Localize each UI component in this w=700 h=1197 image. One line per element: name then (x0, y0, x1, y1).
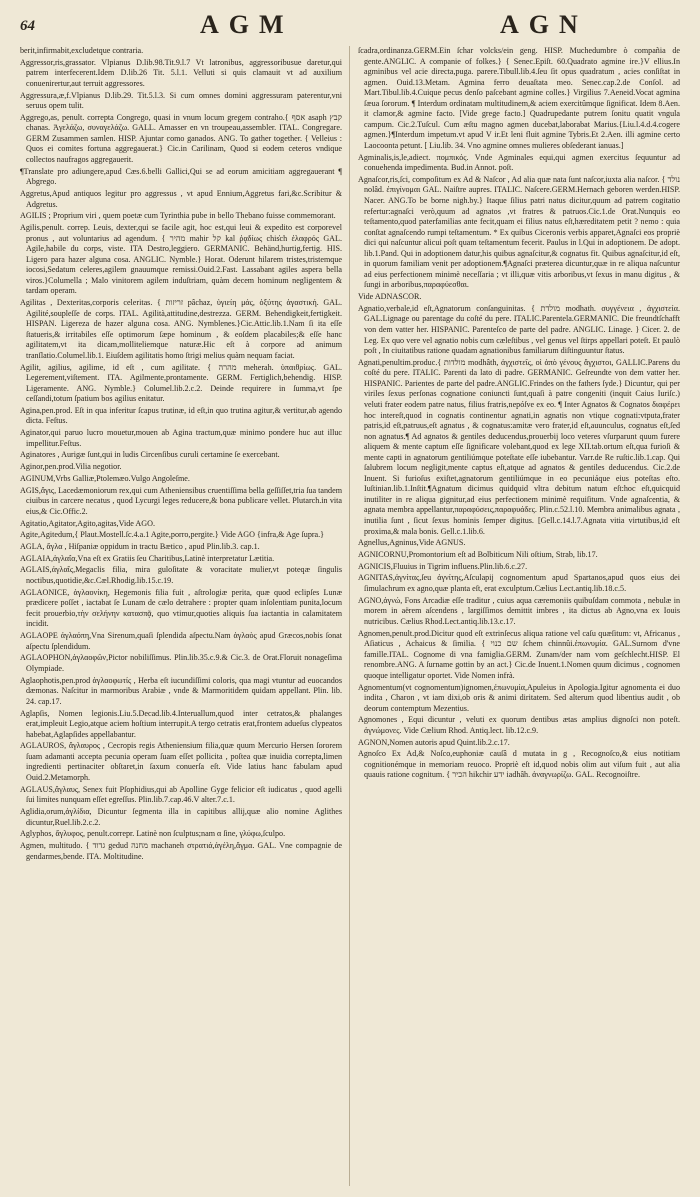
dictionary-entry: Aglapſis, Nomen legionis.Liu.5.Decad.lib.4.Interuallum,quod inter cetratos,& phalanges erat,impleuit Legio,atque aciem hoſtium interrupit.A tergo cetratis erat,frontem adueſus clypeatos habebat,Aglapſides appellabantur. (20, 708, 342, 739)
dictionary-entry: Agilitas , Dexteritas,corporis celeritas. { זריזות pâchaz, ὑγιείη μάς, ὀξύτης ἀγαστική. GAL. Agilité,soupleſſe de corps. ITAL. Agilità,attitudine,destrezza. GERM. Behendigkeit,fertigkeit. HISPAN. Ligereza de hazer alguna cosa. ANG. Nymblenes.}Cic.Attic.lib.1.Nam ſi ita eſſe ſtatueris,& irritabiles eſſe optimorum ſæpe hominum , & eoſdem placabiles;& eſſe hanc agilitatem,vt ita dicam,molliteliemque naturæ.Hic eſt à corpore ad animum tranſlatio.Columel.lib.1. Eiuſdem agilitatis homo ſtrigi melius quàm nequam faciat. (20, 298, 342, 360)
dictionary-entry: Aggressor,ris,grassator. Vlpianus D.lib.98.Tit.9.l.7 Vt latronibus, aggressoribusue daretur,qui patrem interfecerent.Idem D.lib.26 Tit. 5.l.1. Velluti si quis clamauit vt ad auxilium conuenirertur,aut terruit aggressores. (20, 57, 342, 88)
right-column (358, 46, 680, 1186)
dictionary-entry: Agite,Agitedum,{ Plaut.Mostell.ſc.4.a.1 Agite,porro,pergite.} Vide AGO {infra,& Age ſupra.} (20, 530, 325, 540)
dictionary-entry: Aggretus,Apud antiquos legitur pro aggressus , vt apud Ennium,Aggretus fari,&c.Scribitur & Adgretus. (20, 189, 342, 209)
dictionary-entry: Agnomen,penult.prod.Dicitur quod eſt extrinſecus aliqua ratione vel caſu quæſitum: vt, Africanus , Aſiaticus , Achaicus & ſimilia. { שם כנוי ſchem chinnûi.ἐπωνυμία. GAL.Surnom d'vne famille.ITAL. Cognome di vna famiglia.GERM. Zunam/der nam vom geſchlecht.HISP. El renombre.ANG. A ſurname gottin by an act.} Cic.de Inuent.1.Nomen quum dicimus , cognomen quoque intelligatur oportet. Vide Nomen infrà. (358, 628, 680, 680)
dictionary-entry: Agmen, multitudo. { גדוד gedud מחנה machaneh στρατιά,ἀγέλη,ἄγμα. GAL. Vne compagnie de gendarmes,bende. ITA. Moltitudine. (20, 841, 342, 861)
dictionary-entry: Agnomones , Equi dicuntur , veluti ex quorum dentibus ætas amplius dignoſci non poteſt. ἀγνώμονες. Vide Cælium Rhod. Antiq.lect. lib.12.c.9. (358, 715, 680, 735)
dictionary-entry: Aglyphos, ἄγλυφος, penult.correpr. Latinè non ſculptus;nam α ſine, γλύφω,ſculpo. (20, 829, 286, 839)
dictionary-entry: Agnoſco Ex Ad,& Noſco,euphoniæ cauſâ d mutata in g , Recognoſco,& eius notitiam cognitionémque in memoriam reuoco. Propriè eſt id,quod nobis olim aut viſum fuit , aut alia quauis ratione cognitum. { הכיר hikchir ידע iadhâh. ἀναγνωρίζω. GAL. Recognoiſtre. (358, 749, 680, 780)
dictionary-entry: AGIS,ἄγις, Lacedæmoniorum rex,qui cum Atheniensibus cruentiſſima bella geſſiſſet,tria ſua tandem ciuibus in carcere necatus , quod Lycurgi leges reducere,& bona publicare vellet. Plutarch.in vita eius,& Cic.Offic.2. (20, 485, 342, 516)
column-divider (349, 46, 350, 1186)
dictionary-entry: Aglaophotis,pen.prod ἀγλαοφωτίς , Herba eſt iucundiſſimi coloris, qua magi vtuntur ad euocandos dæmonas. Naſcitur in marmoribus Arabiæ , vnde & Marmoritidem quidam appellant. Plin. lib. 24. cap.17. (20, 675, 342, 706)
dictionary-entry: AGLA, ἄγλα , Hiſpaniæ oppidum in tractu Bætico , apud Plin.lib.3. cap.1. (20, 541, 260, 551)
dictionary-entry: Agilis,penult. correp. Leuis, dexter,qui se facile agit, hoc est,qui leui & expedito est corporevel pronus , aut voluntarius ad agendum. { מהיר mahir קל kal ῥᾳδίως chis̓ch ἐλαφρός GAL. Agile,habile du corps, viste. ITA Destro,leggiero. GERMANIC. Behänd,hurtig,fertig. HIS. Ligero para hazer alguna cosa. ANGLIC. Nymble.} Horat. Oderunt hilarem tristes,tristemque iocosi,Sedatum celeres,agilem gnauumque remissi.Ouid.2.Fast. Lassabant agiles aspera bella viros.}Columella ; Malo vinitorem agilem induſtriam, quàm decem hominum negligentem & tardam operam. (20, 223, 342, 296)
dictionary-entry: Agnatio,verbale,id eſt,Agnatorum conſanguinitas. { מולדת modhath. συγγένεια , ἀγχιστεία. GAL.Lignage ou parentage du coſté du pere. ITALIC.Parentela.GERMANIC. Die freundtſchafft von dem vatter her. HISPANIC. Parenteſco de parte del padre. ANGLIC. Linage. } Cicer. 2. de Leg. Ex quo vere vel agnatio nobis cum cæleſtibus , vel genus vel ſtirps appellari poteſt. Et paulò poſt , In ciuitatibus ratione quadam agnationibus familiarum diſtinguuntur ſtatus. (358, 303, 680, 356)
page-number: 64 (20, 18, 35, 34)
dictionary-entry: ſcadra,ordinanza.GERM.Ein ſchar volcks/ein geng. HISP. Muchedumbre ò compañia de gente.ANGLIC. A companie of folkes.} { Senec.Epiſt. 60.Quadrato agmine ire.}V ellius.In agminibus vel acie directa,puga. parere.Tibull.lib.4.ſeu ſit opus quadratum , acies conſiſtat in agmen. Ouid.13.Metam. Agmina ferro deuaſtata meo. Senec.cap.2.de Conſol. ad Mart.Tibul.lib.4.Cuique pecus denſo paſcebant agmine colles.} Virgilius 7.Aeneid.Vocat agmina ſæua ſororum. ¶ Interdum ordinatam multitudinem,& aciem exercitûmque ſignificat. Idem 8.Aen. it clamor,& agmine facto. [Vide grege facto.] Quadrupedante putrem ſonitu quatit vngula campum. Cic.2.Tuſcul. Cum æſtu magno agmen ducebat,laborabat Marius.{Liu.l.4.d.4.cogere agmen.}¶Interdum impetum.vt apud V ir.Et leni fluit agmine Tybris.Et 2.Aen. illi agmine certo Laocoonta petunt. [ Liu.lib. 34. Vno agmine omnes mulieres obſederant ianuas.] (358, 46, 680, 150)
dictionary-entry: AGLAOPHON,ἀγλαοφῶν,Pictor nobiliſſimus. Plin.lib.35.c.9.& Cic.3. de Orat.Floruit nonageſima Olympiade. (20, 653, 342, 673)
dictionary-entry: ¶Translate pro adiungere,apud Cæs.6.belli Gallici,Qui se ad eorum amicitiam aggregauerant ¶ Abgrego. (20, 166, 342, 187)
left-running-head: AGM (200, 10, 294, 39)
dictionary-entry: AGLAUROS, ἄγλαυρος , Cecropis regis Atheniensium filia,quæ quum Mercurio Hersen ſororem ſuam adamanti accepta pecunia operam ſuam eſſet pollicita , poſtea quæ inuidia correpta,limen ingredienti pertinaciter obſtaret,in ſaxum conuerſa eſt. Vide latius hanc fabulam apud Ouid.2.Metamorph. (20, 741, 342, 782)
dictionary-entry: AGLAIA,ἀγλαΐα,Vna eſt ex Gratiis ſeu Charitibus,Latinè interpretatur Lætitia. (20, 553, 275, 563)
dictionary-entry: AGLAOPE ἀγλαόπη,Vna Sirenum,quaſi ſplendida aſpectu.Nam ἀγλαὸς apud Græcos,nobis ſonat aſpectu ſplendidum. (20, 631, 342, 651)
dictionary-entry: Aggrego,as, penult. correpta Congrego, quasi in vnum locum gregem contraho.{ אסף asaph קבץ chanas. Ἀγελάζω, συναγελάζω. GALL. Amasser en vn troupeau,assembler. ITAL. Congregare. GERM Zusammen samlen. HISP. Ajuntar como ganados. ANG. To gather together. { Velleius : Quos ei comites fortuna aggregauerat.} Cic.in Carilinam, Quod si eodem ceteros vndique collectos naufragos aggregauerit. (20, 112, 342, 165)
dictionary-entry: AGLAONICE, ἀγλαονίκη, Hegemonis filia fuit , aſtrologiæ perita, quæ quod eclipſes Lunæ prædicere poſſet , iactabat ſe Lunam de cælo detrahere : propter quam inſolentiam punita,locum fecit prouerbio,τὴν σελήνην κατασπᾷ, quo vtimur,quoties aliquis ſua iactantia in calamitatem incidit. (20, 587, 342, 629)
dictionary-entry: Agilit, agilius, agilime, id eſt , cum agilitate. { מהרה meherah. ὑπαιθρίως. GAL. Legerement,viſtement. ITA. Agilmente,prontamente. GERM. Fertiglich,behendig. HISP. Ligeramente. ANG. Nymble.} Columel.lib.2.c.2. Deinde requirere in ſumma,vt ſpe ceſſandi,totum ſpatium bos agilius enitatur. (20, 362, 342, 404)
dictionary-entry: Aginatores , Aurigæ ſunt,qui in ludis Circenſibus curuli certamine ſe exercebant. (20, 450, 280, 460)
dictionary-entry: Vide ADNASCOR. (358, 292, 422, 302)
dictionary-entry: AGNON,Nomen autoris apud Quint.lib.2.c.17. (358, 737, 510, 747)
dictionary-entry: AGNITAS,ἀγνίτας,ſeu ἁγνίτης,Aſculapij cognomentum apud Spartanos,apud quos eius dei ſimulachrum ex agno,quæ planta eſt, erat exculptum.Cælius Lect.antiq.lib.18.c.5. (358, 573, 680, 594)
dictionary-entry: AGLAUS,ἄγλαυς, Senex fuit Pſophidius,qui ab Apolline Gyge felicior eſt iudicatus , quod agelli ſui limites nunquam eſſet egreſſus. Plin.lib.7.cap.46.V alter.7.c.1. (20, 784, 342, 805)
right-running-head: AGN (500, 10, 588, 39)
dictionary-entry: AGNO,ἁγνώ, Fons Arcadiæ eſſe traditur , cuius aqua cæremoniis quibuſdam commota , nebulæ in morem in aërem aſcendens , largiſſimos demittit imbres , ita dictus ab Agno,vna ex Iouis nutricibus. Cælius Rhod.Lect.antiq.lib.13.c.17. (358, 595, 680, 626)
dictionary-entry: Agitatio,Agitator,Agito,agitas,Vide AGO. (20, 518, 155, 528)
dictionary-entry: AGLAIS,ἀγλαΐς,Megaclis filia, mira guloſitate & voracitate mulier,vt poteqæ ſingulis noctibus,quotidie,&c.Cæl.Rhodig.lib.15.c.19. (20, 565, 342, 585)
dictionary-entry: Agnellus,Agninus,Vide AGNUS. (358, 538, 466, 548)
dictionary-entry: Agnati,penultim.produc.{ מולדות modhâth, ἀγχιστεῖς, οἱ ἀπὸ γένους ἄγχιστοι, GALLIC.Parens du coſté du pere. ITALIC. Parenti da lato di padre. GERMANIC. Geſreundte von dem vatter her. HISPANIC. Parientes de parte del padre.ANGLIC.Frindes on the fathers ſyde.} Dicuntur, qui per viriles ſexus perſonas cognatione coniuncti ſunt,quaſi à patre congeniti (inquit Caius Iuriſc.) veluti frater eodem patre natus, filius fratris,nepóſve ex eo. ¶ Inter Agnatos & Cognatos διαφέρει hoc intereſt,quod in cognatis continentur agnati,in agnatis non vtique cognati:vtputa,frater patris,id eſt,patruus,eſt agnatus , & cognatus:amitæ vero frater,id eſt,auunculus, cognatus eſt,ſed non agnatus.¶ Ad agnatos & gentiles deducendus,prouerbij loco veteres vſurparunt quum furere aliquem & mente captum eſſe ſignificare volebant,quod ex lege XII.tab.ortum eſt,qua furioſi & mente capti in agnatorum gentiliúmque poteſtate eſſe iubebantur. Varr.de Re ruſtic.lib.1.cap. Qui ſalubrem locum negligit,mente captus eſt,atque ad agnatos & gentiles deducendus. Cic.2.de Inuent. Si furioſus exiſtet,agnatorum gentiliúmque in eo pecuniáque eius poteſtas eſto. Iuſtinian.lib.1.Inſtit.¶Agnatum dicimus quidquid vltra debitum natum eſt:hoc eſt,quicquid inutiliter in re aliqua gignitur,ad eius perfectionem minimè requiſitum. Vnde agnaſcentia, & agnata membra appellantur,παραφύσεις,παραφυάδες. Plin.c.52.l.10. Membra animalibus agnata , inutilia ſunt , ſicut ſexus hominis ſemper digitus. [Gell.c.14.l.7.Agnata vitia virtutibus,id eſt proxima,& mala bonis. Gell.c.1.lib.6. (358, 357, 680, 536)
dictionary-entry: AGNICIS,Fluuius in Tigrim influens.Plin.lib.6.c.27. (358, 561, 528, 571)
dictionary-entry: Agina,pen.prod. Eſt in qua inferitur ſcapus trutinæ, id eſt,in quo trutina agitur,& vertitur,ab agendo dicta. Feſtus. (20, 405, 342, 426)
dictionary-entry: Agminalis,is,le,adiect. πομπικός. Vnde Agminales equi,qui agmen exercitus ſequuntur ad conuehenda impedimenta. Bud.in Annot. poſt. (358, 152, 680, 173)
dictionary-entry: Agnomentum(vt cognomentum)ignomen,ἐπωνυμία,Apuleius in Apologia.Igitur agnomenta ei duo indita , Charon , vt iam dixi,ob oris & animi diritatem. Sed alterum quod libentius audit , ob deorum contemptum Mezentius. (358, 682, 680, 713)
page-header (0, 0, 700, 44)
dictionary-entry: AGNICORNU,Promontorium eſt ad Bolbiticum Nili oſtium, Strab, lib.17. (358, 550, 598, 560)
dictionary-entry: Aginor,pen.prod.Vilia negotior. (20, 462, 122, 472)
dictionary-entry: Agnaſcor,ris,ſci, compoſitum ex Ad & Naſcor , Ad alia quæ nata ſunt naſcor,iuxta alia naſcor. { נולד nolâd. ἐπιγίνομαι GAL. Naiſtre aupres. ITALIC. Naſcere.GERM.Hernach geboren werden.HISP. Nacer. ANG.To be borne nigh.by.} Itaque ſilius patri natus dicitur,quum ad patrem cogitatio refertur:agnaſci verò,quum ad agnatos ,vt fratres & patruos.Cic.1.de Orat.Nunquis eo teſtamento,quod paterfamilias ante fecit,quam ei filius natus eſt,hæreditatem petit ? nemo : quia conſtat agnaſcendo rumpi teſtamentum. * Ex quibus Ciceronis verbis apparet,Agnaſci eos propriè dici qui naſcuntur alicui poſt quam teſtamentum fecerit. Paulus in l.Qui in adoptionem. De adopt. lib.1.Pand. Qui in adoptionem datur,his quibus agnaſcitur,& cognatus fit. Quibus agnaſcitur,id eſt, in quorum familiam venit per adoptionem.¶Agnaſci præterea dicuntur,quæ in re aliqua naſcuntur ad eius perfectionem minimè neceſſaria ; vt illi,quæ vitis arboribus,vt ſexus in manu digitus , & ſungi in arboribus,παραφύεσθαι. (358, 174, 680, 290)
dictionary-entry: Aginator,qui paruo lucro mouetur,mouen ab Agina tractum,quæ minimo pondere huc aut illuc impellitur.Feſtus. (20, 428, 342, 448)
dictionary-entry: Aggressura,æ,f.Vlpianus D.lib.29. Tit.5.l.3. Si cum omnes domini aggressuram paterentur,vni seruus opem tulit. (20, 90, 342, 111)
dictionary-entry: Aglidia,orum,ἀγλίδια, Dicuntur ſegmenta illa in capitibus allij,quæ alio nomine Aglithes dicuntur,Ruel.lib.2.c.2. (20, 806, 342, 827)
dictionary-entry: AGINUM,Vrbs Galliæ,Ptolemæo.Vulgo Angoleſme. (20, 473, 190, 483)
left-column (20, 46, 342, 1186)
dictionary-entry: berit,infirmabit,excludetque contraria. (20, 46, 144, 55)
dictionary-entry: AGILIS ; Proprium viri , quem poetæ cum Tyrinthia pube in bello Thebano fuisse commemorant. (20, 211, 336, 221)
